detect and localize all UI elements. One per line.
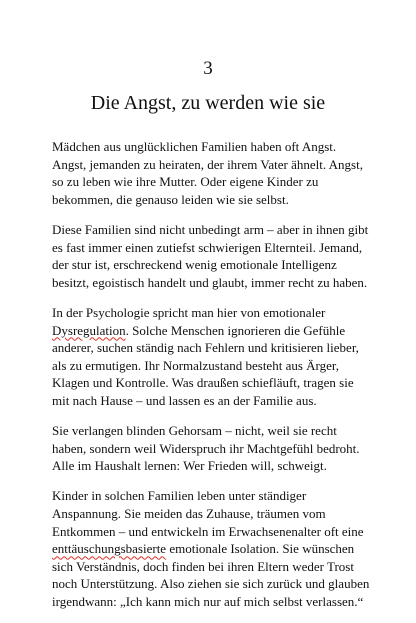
spellcheck-flagged-word[interactable]: Dysregulation (52, 322, 126, 338)
paragraph-5-text-start: Kinder in solchen Familien leben unter ständiger Anspannung. Sie meiden das Zuhause, träumen vom Entkommen – und entwickeln im Erwachsenenalter oft eine (52, 488, 364, 539)
paragraph-3[interactable] (52, 304, 370, 410)
paragraph-2[interactable]: Diese Familien sind nicht unbedingt arm – aber in ihnen gibt es fast immer einen zutiefst schwierigen Elternteil. Jemand, der stur ist, erschreckend wenig emotionale Intelligenz besitzt, egoistisch handelt und glaubt, immer recht zu haben. (52, 221, 369, 290)
paragraph-3-text-end: . Solche Menschen ignorieren die Gefühle anderer, suchen ständig nach Fehlern und kritisieren lieber, als zu ermutigen. Ihr Normalzustand besteht aus Ärger, Klagen und Kontrolle. Was draußen schiefläuft, tragen sie mit nach Hause – und lassen es an der Familie aus. (52, 322, 359, 408)
paragraph-4[interactable]: Sie verlangen blinden Gehorsam – nicht, weil sie recht haben, sondern weil Widerspruch ihr Machtgefühl bedroht. Alle im Haushalt lernen: Wer Frieden will, schweigt. (52, 423, 360, 474)
paragraph-1[interactable]: Mädchen aus unglücklichen Familien haben oft Angst. Angst, jemanden zu heiraten, der ihrem Vater ähnelt. Angst, so zu leben wie ihre Mutter. Oder eigene Kinder zu bekommen, die genauso leiden wie sie selbst. (52, 139, 363, 207)
chapter-title: Die Angst, zu werden wie sie (90, 92, 326, 114)
paragraph-5[interactable] (52, 487, 370, 610)
paragraph-3-text-start: In der Psychologie spricht man hier von emotionaler (52, 304, 326, 320)
spellcheck-flagged-word[interactable]: enttäuschungsbasierte (52, 541, 167, 557)
chapter-number: 3 (203, 58, 213, 79)
paragraph-5-text-end: emotionale Isolation. Sie wünschen sich Verständnis, doch finden bei ihren Eltern weder Trost noch Unterstützung. Also ziehen sie sich zurück und glauben irgendwann: „Ich kann mich nur auf mich selbst verlassen.“ (52, 541, 370, 610)
body-text[interactable] (52, 138, 370, 623)
